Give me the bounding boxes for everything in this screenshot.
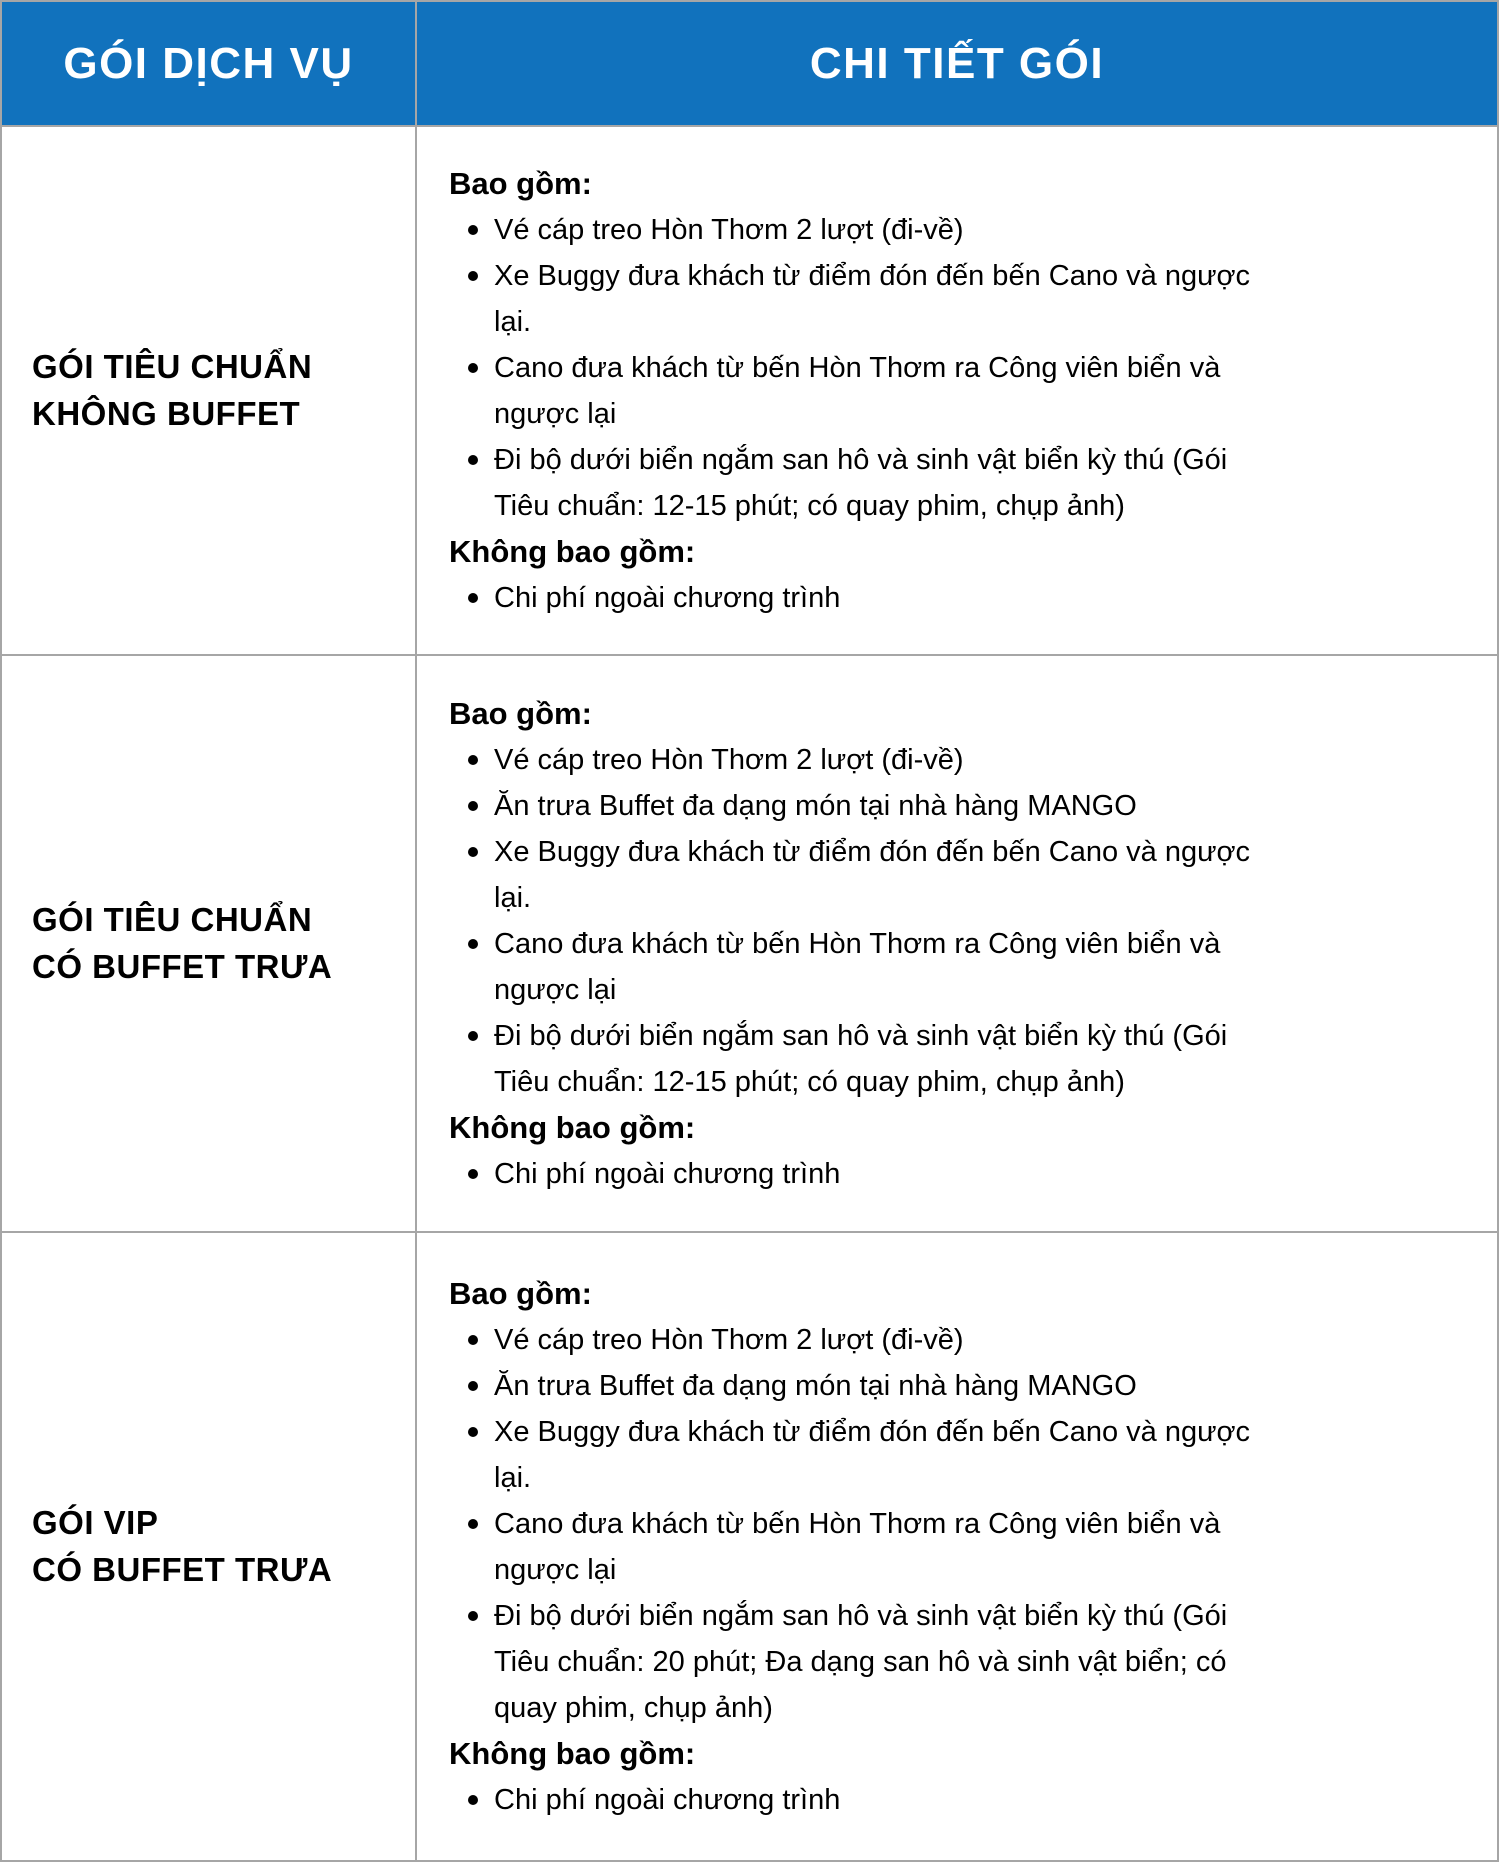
list-item: Xe Buggy đưa khách từ điểm đón đến bến Cano và ngược lại. [468,1409,1259,1501]
excludes-list [449,1777,1259,1823]
list-item: Đi bộ dưới biển ngắm san hô và sinh vật biển kỳ thú (Gói Tiêu chuẩn: 20 phút; Đa dạng san hô và sinh vật biển; có quay phim, chụp ảnh) [468,1593,1259,1731]
list-item: Vé cáp treo Hòn Thơm 2 lượt (đi-về) [468,737,1259,783]
list-item: Đi bộ dưới biển ngắm san hô và sinh vật biển kỳ thú (Gói Tiêu chuẩn: 12-15 phút; có quay phim, chụp ảnh) [468,1013,1259,1105]
includes-heading: Bao gồm: [449,695,592,731]
list-item: Vé cáp treo Hòn Thơm 2 lượt (đi-về) [468,1317,1259,1363]
package-name-line: CÓ BUFFET TRƯA [32,947,333,985]
includes-list [449,737,1259,1105]
includes-heading: Bao gồm: [449,1275,592,1311]
excludes-heading: Không bao gồm: [449,1109,696,1145]
list-item: Ăn trưa Buffet đa dạng món tại nhà hàng MANGO [468,1363,1259,1409]
list-item: Chi phí ngoài chương trình [468,575,1259,621]
package-cell-standard-no-buffet [2,127,417,656]
list-item: Chi phí ngoài chương trình [468,1777,1259,1823]
list-item: Cano đưa khách từ bến Hòn Thơm ra Công viên biển và ngược lại [468,345,1259,437]
list-item: Vé cáp treo Hòn Thơm 2 lượt (đi-về) [468,207,1259,253]
details-cell-standard-no-buffet [417,127,1497,656]
excludes-list [449,1151,1259,1197]
package-cell-standard-with-buffet [2,656,417,1233]
package-name-line: CÓ BUFFET TRƯA [32,1550,333,1588]
excludes-list [449,575,1259,621]
list-item: Xe Buggy đưa khách từ điểm đón đến bến Cano và ngược lại. [468,253,1259,345]
list-item: Xe Buggy đưa khách từ điểm đón đến bến Cano và ngược lại. [468,829,1259,921]
details-cell-vip-with-buffet [417,1233,1497,1860]
includes-list [449,1317,1259,1731]
list-item: Cano đưa khách từ bến Hòn Thơm ra Công viên biển và ngược lại [468,921,1259,1013]
package-cell-vip-with-buffet [2,1233,417,1860]
package-column-header: GÓI DỊCH VỤ [2,2,417,127]
package-name-line: GÓI TIÊU CHUẨN [32,900,313,938]
excludes-heading: Không bao gồm: [449,533,696,569]
list-item: Đi bộ dưới biển ngắm san hô và sinh vật biển kỳ thú (Gói Tiêu chuẩn: 12-15 phút; có quay phim, chụp ảnh) [468,437,1259,529]
details-cell-standard-with-buffet [417,656,1497,1233]
package-name-line: KHÔNG BUFFET [32,394,301,432]
includes-heading: Bao gồm: [449,165,592,201]
package-name-line: GÓI VIP [32,1503,159,1541]
excludes-heading: Không bao gồm: [449,1735,696,1771]
package-name-line: GÓI TIÊU CHUẨN [32,347,313,385]
list-item: Chi phí ngoài chương trình [468,1151,1259,1197]
list-item: Cano đưa khách từ bến Hòn Thơm ra Công viên biển và ngược lại [468,1501,1259,1593]
list-item: Ăn trưa Buffet đa dạng món tại nhà hàng MANGO [468,783,1259,829]
details-column-header: CHI TIẾT GÓI [417,2,1497,127]
includes-list [449,207,1259,529]
